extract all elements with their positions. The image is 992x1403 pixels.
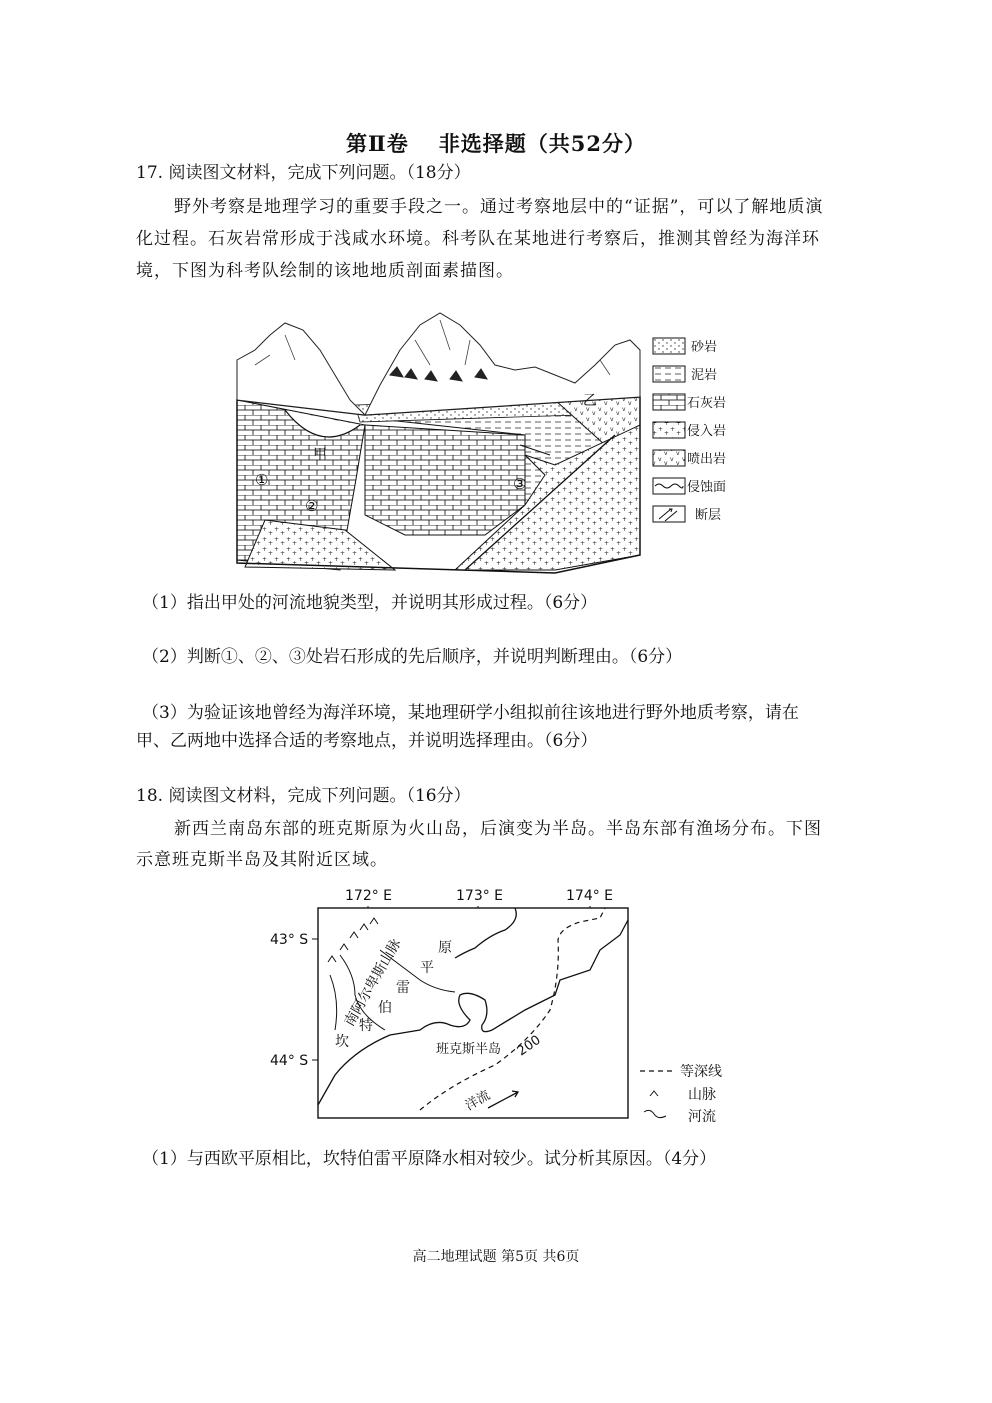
plain-label-5: 平 — [420, 960, 434, 976]
q17-para-line1: 野外考察是地理学习的重要手段之一。通过考察地层中的“证据”，可以了解地质演 — [174, 197, 824, 217]
legend-label-fault: 断层 — [695, 508, 722, 523]
legend-swatch-limestone — [653, 394, 685, 410]
map-legend — [640, 1063, 722, 1125]
q17-header: 17. 阅读图文材料，完成下列问题。（18分） — [136, 163, 471, 183]
section-title-part2: 非选择题（共52分） — [438, 131, 646, 156]
label-jia: 甲 — [313, 447, 327, 463]
page-footer: 高二地理试题 第5页 共6页 — [412, 1249, 580, 1265]
legend-swatch-sandstone — [653, 338, 685, 354]
legend-swatch-fault — [653, 506, 685, 522]
label-circle-3: ③ — [513, 475, 527, 493]
plain-label-4: 雷 — [396, 980, 410, 996]
current-label: 洋流 — [462, 1087, 493, 1114]
plain-label-3: 伯 — [378, 1000, 392, 1016]
section-legend — [653, 338, 726, 523]
isobath-value-label: 200 — [514, 1032, 544, 1060]
plain-label-2: 特 — [359, 1018, 373, 1034]
lat-label-44: 44° S — [270, 1053, 309, 1069]
lat-label-43: 43° S — [270, 932, 309, 948]
legend-label-erosion: 侵蚀面 — [687, 480, 727, 495]
mountains-sketch — [237, 313, 640, 415]
q17-para-line3: 境，下图为科考队绘制的该地地质剖面素描图。 — [136, 261, 514, 281]
legend-label-extrusive: 喷出岩 — [687, 452, 727, 467]
legend-swatch-extrusive — [653, 450, 685, 466]
lon-label-174: 174° E — [566, 888, 614, 904]
label-circle-2: ② — [305, 497, 319, 515]
plain-label-1: 坎 — [335, 1034, 349, 1050]
geologic-section-figure — [225, 305, 745, 580]
legend-label-sandstone: 砂岩 — [691, 340, 718, 355]
legend-swatch-intrusive — [653, 422, 685, 438]
q18-para-line1: 新西兰南岛东部的班克斯原为火山岛，后演变为半岛。半岛东部有渔场分布。下图 — [174, 819, 822, 839]
q18-header: 18. 阅读图文材料，完成下列问题。（16分） — [136, 786, 471, 806]
lon-label-173: 173° E — [456, 888, 504, 904]
legend-mountain-icon — [650, 1091, 658, 1096]
label-circle-1: ① — [255, 471, 269, 489]
q17-sub3-line1: （3）为验证该地曾经为海洋环境，某地理研学小组拟前往该地进行野外地质考察，请在 — [142, 703, 799, 723]
legend-river-icon — [644, 1110, 666, 1117]
q18-para-line2: 示意班克斯半岛及其附近区域。 — [136, 850, 388, 870]
legend-isobath-label: 等深线 — [680, 1064, 722, 1080]
legend-label-limestone: 石灰岩 — [687, 396, 727, 411]
label-yi: 乙 — [583, 393, 597, 409]
plain-label-6: 原 — [438, 940, 452, 956]
legend-label-intrusive: 侵入岩 — [687, 424, 727, 439]
q18-sub1: （1）与西欧平原相比，坎特伯雷平原降水相对较少。试分析其原因。（4分） — [142, 1149, 717, 1169]
legend-swatch-erosion — [653, 478, 685, 494]
mountain-label: 南阿尔卑斯山脉 — [341, 936, 405, 1030]
legend-swatch-mudstone — [653, 366, 685, 382]
q17-sub1: （1）指出甲处的河流地貌类型，并说明其形成过程。（6分） — [142, 593, 598, 613]
banks-peninsula-map — [260, 880, 740, 1130]
legend-river-label: 河流 — [688, 1109, 716, 1125]
section-title — [0, 128, 992, 158]
q17-sub3-line2: 甲、乙两地中选择合适的考察地点，并说明选择理由。（6分） — [136, 731, 598, 751]
section-title-part1: 第Ⅱ卷 — [346, 131, 409, 156]
peninsula-label: 班克斯半岛 — [436, 1042, 502, 1057]
q17-sub2: （2）判断①、②、③处岩石形成的先后顺序，并说明判断理由。（6分） — [142, 647, 683, 667]
q17-para-line2: 化过程。石灰岩常形成于浅咸水环境。科考队在某地进行考察后，推测其曾经为海洋环 — [136, 229, 820, 249]
legend-label-mudstone: 泥岩 — [691, 368, 718, 383]
lon-label-172: 172° E — [345, 888, 393, 904]
legend-mountain-label: 山脉 — [688, 1087, 716, 1103]
